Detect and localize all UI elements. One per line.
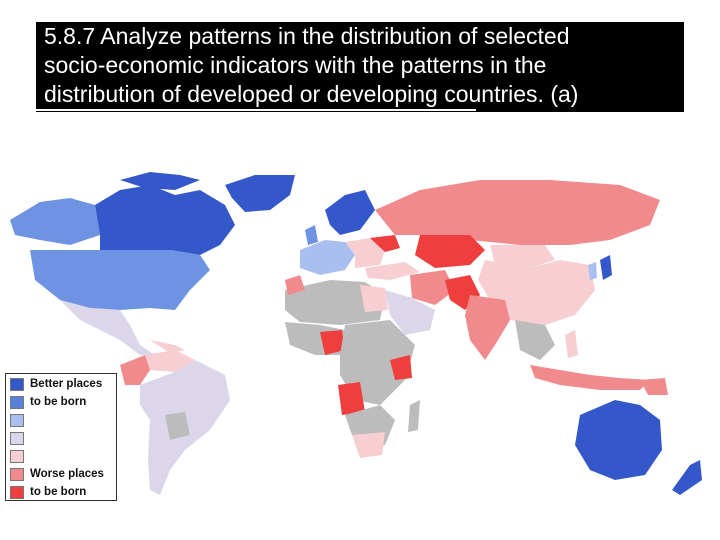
map-legend — [5, 373, 117, 501]
legend-swatch-2 — [10, 396, 24, 409]
legend-swatch-3 — [10, 414, 24, 427]
legend-swatch-5 — [10, 450, 24, 463]
title-line-2: socio-economic indicators with the patterns in the — [44, 52, 547, 78]
region-canada-arctic — [120, 172, 200, 190]
region-caribbean — [150, 340, 185, 353]
region-se-asia — [515, 320, 555, 360]
region-colombia — [120, 355, 150, 385]
region-uk — [305, 225, 318, 245]
region-kazakhstan — [415, 235, 485, 268]
region-usa — [30, 250, 210, 310]
title-line-1: 5.8.7 Analyze patterns in the distribution of selected — [44, 23, 570, 49]
region-western-europe — [300, 240, 355, 275]
region-canada — [95, 185, 235, 255]
region-madagascar — [408, 400, 420, 432]
region-india — [465, 295, 510, 360]
legend-swatch-4 — [10, 432, 24, 445]
region-philippines — [565, 330, 578, 358]
region-japan — [600, 255, 612, 280]
region-russia — [375, 180, 660, 245]
legend-swatch-6 — [10, 468, 24, 481]
region-new-zealand — [672, 460, 702, 495]
region-scandinavia — [325, 190, 375, 235]
legend-label-better-2: to be born — [30, 396, 87, 408]
legend-label-worse-1: Worse places — [30, 468, 104, 480]
region-south-africa — [352, 432, 385, 458]
region-indonesia — [530, 365, 650, 390]
legend-label-worse-2: to be born — [30, 486, 87, 498]
title-line-3: distribution of developed or developing countries. (a) — [44, 81, 579, 107]
slide-title — [36, 22, 684, 112]
legend-swatch-7 — [10, 486, 24, 499]
legend-label-better-1: Better places — [30, 378, 103, 390]
region-alaska — [10, 198, 100, 245]
legend-swatch-1 — [10, 378, 24, 391]
region-png — [640, 378, 668, 395]
region-greenland — [225, 175, 295, 212]
title-underline — [36, 109, 476, 111]
region-australia — [575, 400, 662, 480]
